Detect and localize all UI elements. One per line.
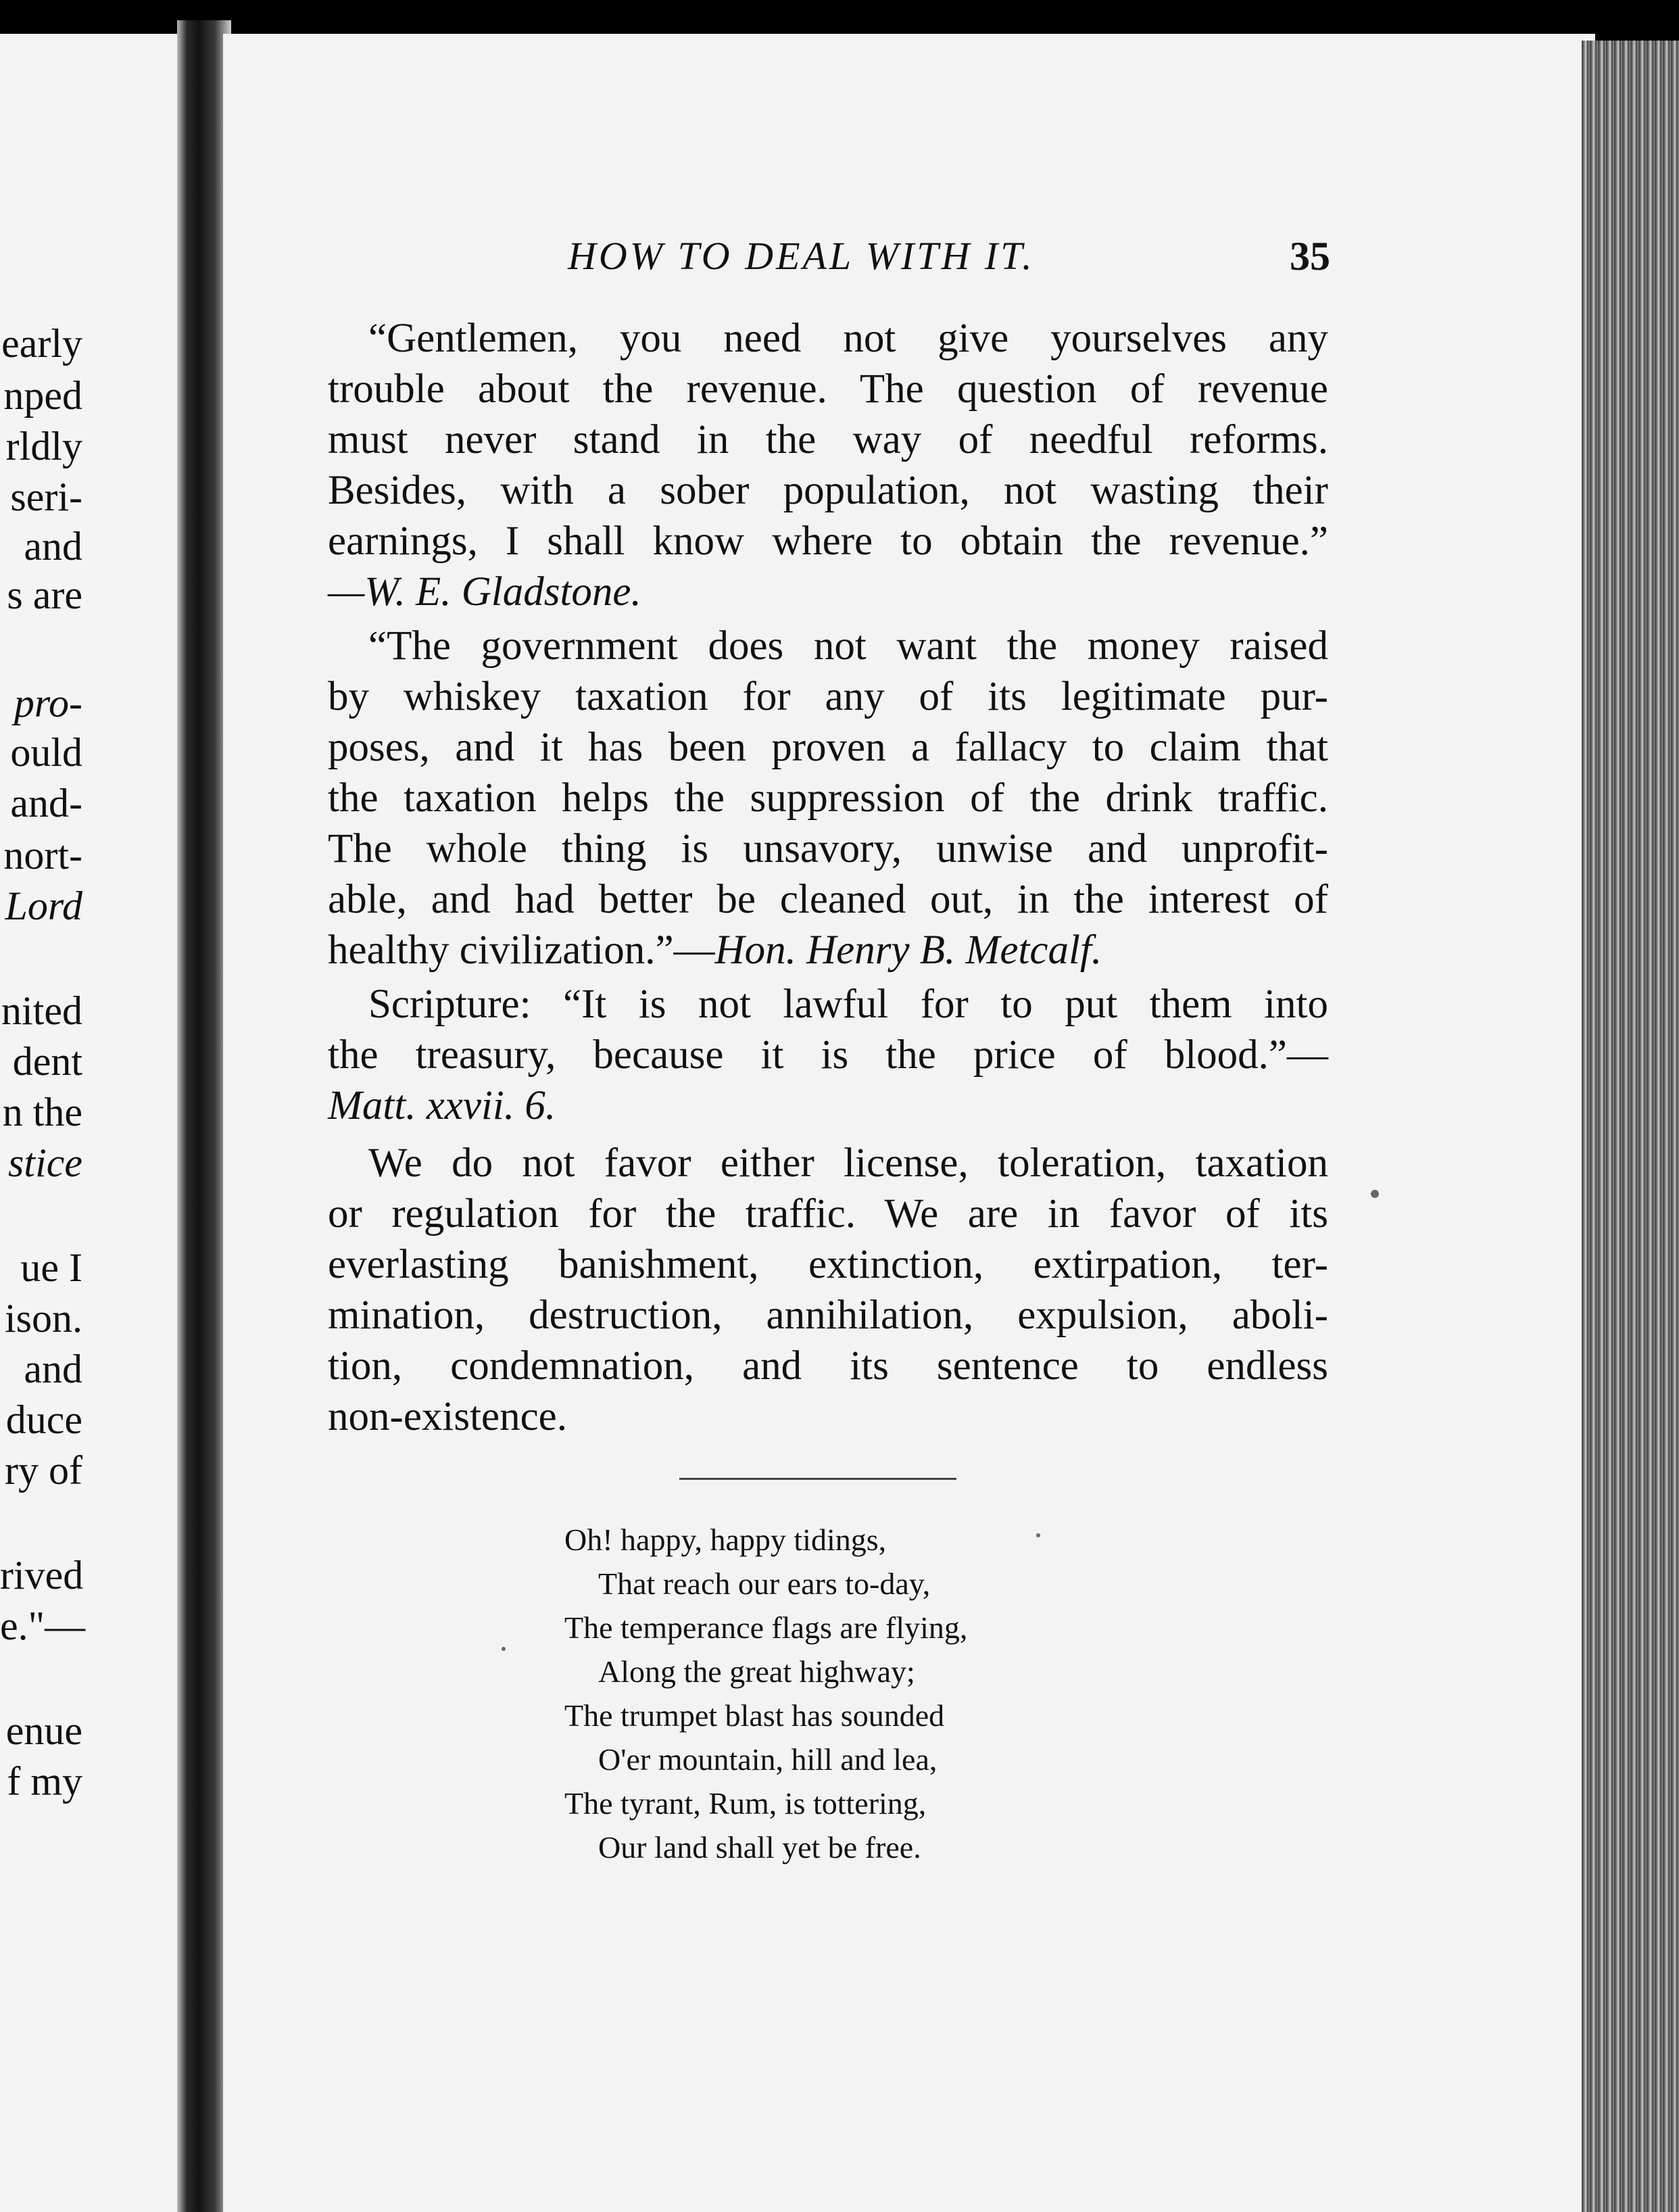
- left-page-fragment: s are: [7, 573, 82, 617]
- body-text: Besides, with a sober population, not wasting their: [328, 468, 1328, 513]
- body-text-line: [328, 1034, 1328, 1076]
- body-text: poses, and it has been proven a fallacy to claim that: [328, 725, 1328, 770]
- body-text-line: [328, 368, 1328, 410]
- poem-line: The temperance flags are flying,: [564, 1610, 968, 1645]
- left-page-fragment: and: [24, 1347, 82, 1391]
- left-page-fragment: stice: [8, 1140, 82, 1185]
- body-text-line: [328, 1244, 1328, 1285]
- body-text: tion, condemnation, and its sentence to endless: [328, 1343, 1328, 1389]
- body-text-line: [328, 1295, 1328, 1336]
- body-text-line: [328, 930, 1328, 971]
- left-page-fragment: rldly: [5, 424, 82, 468]
- poem-line: The trumpet blast has sounded: [564, 1698, 945, 1733]
- poem-line: O'er mountain, hill and lea,: [598, 1742, 938, 1777]
- attribution-text: Hon. Henry B. Metcalf.: [714, 928, 1102, 973]
- body-text-line: [328, 676, 1328, 717]
- body-text-line: [328, 1396, 1328, 1437]
- poem-line: That reach our ears to-day,: [598, 1566, 931, 1601]
- body-text: by whiskey taxation for any of its legitimate pur-: [328, 674, 1328, 719]
- left-page-fragment: and: [24, 524, 82, 569]
- left-page-fragment: duce: [5, 1397, 82, 1442]
- body-text-line: [368, 1140, 1328, 1186]
- left-page-fragment: dent: [12, 1039, 82, 1084]
- left-page-fragment: ould: [10, 730, 82, 775]
- left-page-fragment: nped: [3, 373, 82, 418]
- body-text: the taxation helps the suppression of the drink traffic.: [328, 775, 1328, 821]
- left-page-fragment: nort-: [3, 833, 82, 877]
- body-text: “The government does not want the money raised: [368, 623, 1328, 669]
- body-text-line: [328, 727, 1328, 768]
- body-text-line: [328, 521, 1328, 562]
- attribution-text: —W. E. Gladstone.: [328, 569, 641, 615]
- left-page-fragment: rived: [0, 1553, 84, 1597]
- body-text-line: [328, 1345, 1328, 1387]
- body-text: mination, destruction, annihilation, expulsion, aboli-: [328, 1293, 1328, 1338]
- body-text: able, and had better be cleaned out, in the interest of: [328, 877, 1328, 922]
- left-page-fragment: pro-: [14, 681, 82, 725]
- body-text-line: [328, 828, 1328, 869]
- running-head: HOW TO DEAL WITH IT.: [568, 234, 1035, 278]
- page-edges: [1582, 41, 1679, 2212]
- body-text-line: [368, 318, 1328, 359]
- body-text-line: [328, 470, 1328, 511]
- poem-line: The tyrant, Rum, is tottering,: [564, 1786, 927, 1821]
- ink-speck: [1371, 1190, 1379, 1198]
- body-text: “Gentlemen, you need not give yourselves any: [368, 316, 1328, 361]
- body-text: We do not favor either license, toleration, taxation: [368, 1140, 1328, 1186]
- body-text: the treasury, because it is the price of blood.”—: [328, 1032, 1328, 1078]
- body-text-line: [328, 1085, 1328, 1126]
- poem-line: Along the great highway;: [598, 1654, 915, 1689]
- left-page-fragment: enue: [5, 1708, 82, 1753]
- section-divider: [679, 1478, 956, 1480]
- body-text-line: [368, 984, 1328, 1025]
- left-page-fragment: nited: [1, 988, 82, 1033]
- body-text-line: [328, 419, 1328, 460]
- left-page-fragment: early: [1, 321, 82, 366]
- left-page-fragment: ue I: [20, 1245, 82, 1290]
- body-text: everlasting banishment, extinction, extirpation, ter-: [328, 1242, 1328, 1287]
- left-page-fragment: seri-: [10, 475, 82, 519]
- left-page-fragment: Lord: [5, 884, 82, 928]
- body-text: healthy civilization.”—: [328, 928, 715, 973]
- poem-line: Our land shall yet be free.: [598, 1830, 921, 1865]
- poem-line: Oh! happy, happy tidings,: [564, 1522, 887, 1557]
- body-text: trouble about the revenue. The question of revenue: [328, 366, 1328, 412]
- body-text: Scripture: “It is not lawful for to put them into: [368, 982, 1328, 1027]
- body-text: or regulation for the traffic. We are in favor of its: [328, 1191, 1328, 1236]
- left-page-fragment: n the: [2, 1090, 82, 1134]
- attribution-text: Matt. xxvii. 6.: [328, 1083, 556, 1128]
- body-text-line: [328, 569, 1328, 615]
- page-number: 35: [1290, 234, 1330, 279]
- body-text-line: [368, 625, 1328, 667]
- left-page-fragment: e."—: [0, 1604, 86, 1648]
- body-text: earnings, I shall know where to obtain the revenue.”: [328, 519, 1328, 564]
- left-page-fragment: f my: [7, 1759, 82, 1804]
- ink-speck: [502, 1647, 506, 1651]
- body-text-line: [328, 777, 1328, 819]
- body-text-line: [328, 879, 1328, 920]
- left-page-fragment: and-: [10, 781, 82, 825]
- body-text: non-existence.: [328, 1394, 567, 1439]
- left-page-fragment: ison.: [4, 1296, 82, 1341]
- left-page-fragment: ry of: [5, 1448, 82, 1493]
- body-text: The whole thing is unsavory, unwise and unprofit-: [328, 826, 1328, 871]
- body-text: must never stand in the way of needful reforms.: [328, 417, 1328, 462]
- body-text-line: [328, 1193, 1328, 1234]
- ink-speck: [1036, 1533, 1040, 1537]
